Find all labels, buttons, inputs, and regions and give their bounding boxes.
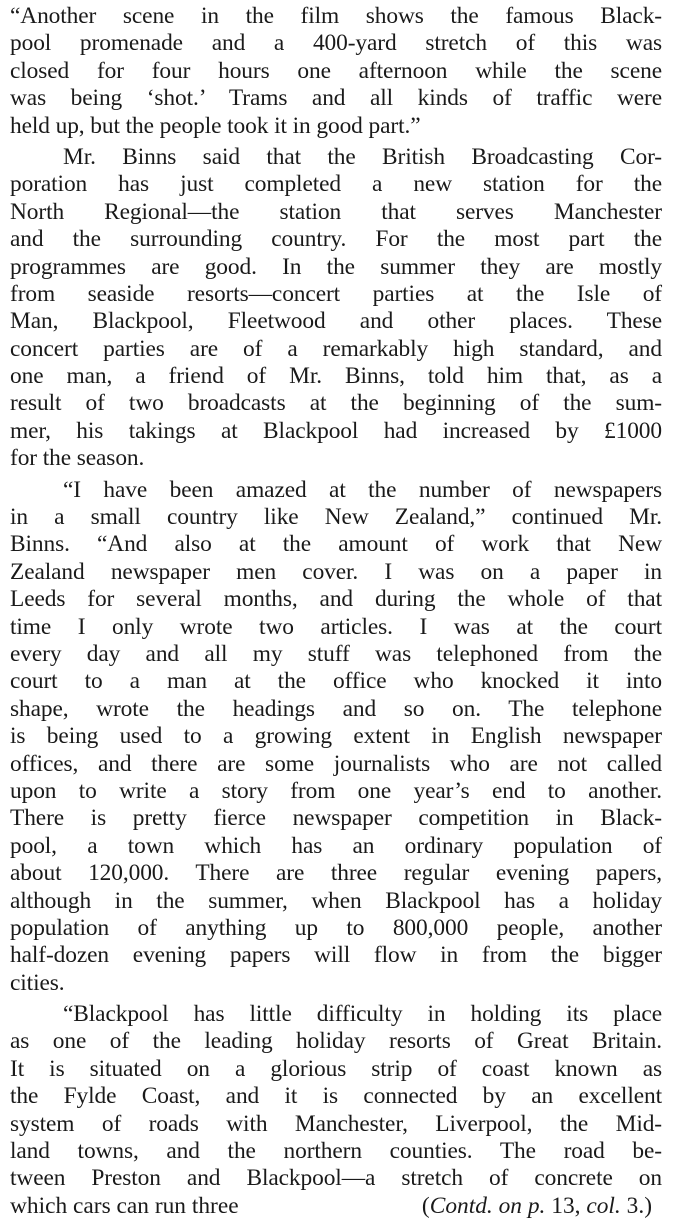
text-line: system of roads with Manchester, Liverpool, the Mid-	[10, 1110, 662, 1137]
paragraph	[10, 1001, 662, 1193]
text-line: for the season.	[10, 445, 145, 472]
text-line: result of two broadcasts at the beginning of the sum-	[10, 390, 662, 417]
text-line: is being used to a growing extent in English newspaper	[10, 723, 662, 750]
text-line: “Another scene in the film shows the famous Black-	[10, 3, 662, 29]
text-line: poration has just completed a new station for the	[10, 171, 662, 198]
article-final-line	[10, 1193, 662, 1220]
text-line: Binns. “And also at the amount of work that New	[10, 531, 662, 558]
paragraph	[10, 144, 662, 473]
text-line: mer, his takings at Blackpool had increased by £1000	[10, 417, 662, 444]
text-line: North Regional—the station that serves Manchester	[10, 198, 662, 225]
text-line: one man, a friend of Mr. Binns, told him that, as a	[10, 363, 662, 390]
paragraph	[10, 3, 662, 140]
text-line: although in the summer, when Blackpool has a holiday	[10, 887, 662, 914]
text-line: pool, a town which has an ordinary population of	[10, 832, 662, 859]
continuation-note	[422, 1193, 652, 1220]
continuation-page: 13,	[551, 1192, 581, 1219]
text-line: “Blackpool has little difficulty in holding its place	[63, 1001, 662, 1028]
text-line: population of anything up to 800,000 people, another	[10, 914, 662, 941]
text-line: from seaside resorts—concert parties at the Isle of	[10, 280, 662, 307]
article-page	[10, 3, 662, 1220]
text-line: time I only wrote two articles. I was at the court	[10, 613, 662, 640]
continuation-contd: Contd. on p.	[429, 1192, 546, 1219]
text-line: cities.	[10, 969, 65, 996]
text-line: and the surrounding country. For the most part the	[10, 226, 662, 253]
text-line: every day and all my stuff was telephoned from the	[10, 640, 662, 667]
text-line: was being ‘shot.’ Trams and all kinds of traffic were	[10, 85, 662, 112]
text-line: Leeds for several months, and during the whole of that	[10, 586, 662, 613]
text-line: upon to write a story from one year’s end to another.	[10, 777, 662, 804]
text-line: land towns, and the northern counties. The road be-	[10, 1138, 662, 1165]
continuation-open-paren: (	[421, 1192, 430, 1219]
text-line: tween Preston and Blackpool—a stretch of concrete on	[10, 1165, 662, 1192]
article-body	[10, 3, 662, 1193]
text-line: Man, Blackpool, Fleetwood and other places. These	[10, 308, 662, 335]
text-line: Zealand newspaper men cover. I was on a paper in	[10, 558, 662, 585]
text-line: concert parties are of a remarkably high standard, and	[10, 335, 662, 362]
text-line: as one of the leading holiday resorts of Great Britain.	[10, 1028, 662, 1055]
text-line: held up, but the people took it in good part.”	[10, 112, 421, 139]
continuation-col-number: 3.	[626, 1192, 645, 1219]
continuation-col: col.	[586, 1192, 621, 1219]
text-line: There is pretty fierce newspaper competition in Black-	[10, 805, 662, 832]
text-line: closed for four hours one afternoon while the scene	[10, 57, 662, 84]
text-line: half-dozen evening papers will flow in from the bigger	[10, 942, 662, 969]
text-line: in a small country like New Zealand,” continued Mr.	[10, 504, 662, 531]
continuation-close-paren: )	[644, 1192, 652, 1219]
text-line: programmes are good. In the summer they are mostly	[10, 253, 662, 280]
text-line: about 120,000. There are three regular evening papers,	[10, 860, 662, 887]
final-line-text: which cars can run three	[10, 1192, 239, 1219]
text-line: “I have been amazed at the number of newspapers	[63, 476, 662, 503]
text-line: shape, wrote the headings and so on. The telephone	[10, 695, 662, 722]
text-line: pool promenade and a 400-yard stretch of this was	[10, 30, 662, 57]
text-line: It is situated on a glorious strip of coast known as	[10, 1055, 662, 1082]
text-line: the Fylde Coast, and it is connected by an excellent	[10, 1083, 662, 1110]
text-line: offices, and there are some journalists who are not called	[10, 750, 662, 777]
paragraph	[10, 477, 662, 997]
text-line: court to a man at the office who knocked it into	[10, 668, 662, 695]
text-line: Mr. Binns said that the British Broadcasting Cor-	[63, 143, 662, 170]
